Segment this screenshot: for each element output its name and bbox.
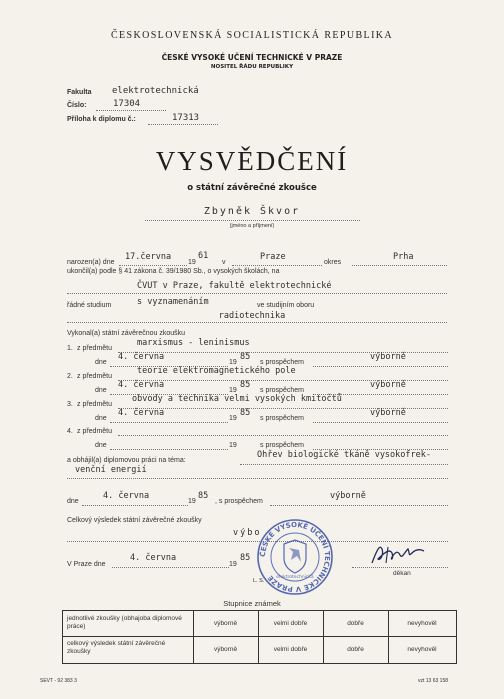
overall-value: výbo xyxy=(233,528,262,538)
exams-intro: Vykonal(a) státní závěrečnou zkoušku xyxy=(67,330,186,337)
number-label: Číslo: xyxy=(67,102,87,109)
exam-2-date: 4. června xyxy=(118,380,165,390)
printer-right: vzt 13 63 158 xyxy=(418,678,449,684)
footer-ls: L. S. xyxy=(253,578,265,584)
document-title: VYSVĚDČENÍ xyxy=(155,146,349,176)
exam-1-grade: výborně xyxy=(370,352,406,362)
study-value: s vyznamenáním xyxy=(137,297,209,307)
exam-2-num: 2. xyxy=(67,373,73,380)
thesis-date: 4. června xyxy=(103,491,150,501)
grade-row-2-g1: výborně xyxy=(213,646,238,653)
exam-3-num: 3. xyxy=(67,401,73,408)
birth-district-label: okres xyxy=(324,259,342,266)
appendix-label: Příloha k diplomu č.: xyxy=(67,116,136,123)
exam-4-result-label: s prospěchem xyxy=(260,442,304,449)
grade-row-2-g4: nevyhověl xyxy=(407,646,437,653)
birth-in-label: v xyxy=(222,259,226,266)
exam-1-result-label: s prospěchem xyxy=(260,359,304,366)
exam-2-grade: výborně xyxy=(370,380,406,390)
footer-year: 85 xyxy=(240,553,251,563)
svg-text:elektrotechnická: elektrotechnická xyxy=(276,575,314,580)
thesis-year-prefix: 19 xyxy=(188,498,196,505)
exam-3-date-label: dne xyxy=(95,415,107,422)
exam-3-subject: obvody a technika velmi vysokých kmitočtů xyxy=(132,394,342,404)
exam-1-date: 4. června xyxy=(118,352,165,362)
exam-2-date-label: dne xyxy=(95,387,107,394)
grade-table xyxy=(62,610,457,664)
printer-left: SEVT - 92 383 3 xyxy=(40,678,77,684)
number-value: 17304 xyxy=(113,99,141,109)
grade-row-1-g3: dobře xyxy=(347,620,364,627)
exam-1-subject-label: z předmětu xyxy=(77,345,113,352)
footer-year-prefix: 19 xyxy=(229,561,237,568)
birth-place: Praze xyxy=(260,252,286,262)
exam-2-subject-label: z předmětu xyxy=(77,373,113,380)
grade-row-2-g3: dobře xyxy=(347,646,364,653)
dean-signature xyxy=(368,543,428,567)
university-seal xyxy=(256,518,334,596)
footer-date: 4. června xyxy=(130,553,177,563)
grade-row-1-g1: výborně xyxy=(213,620,238,627)
exam-2-subject: teorie elektromagnetického pole xyxy=(137,366,296,376)
thesis-year: 85 xyxy=(198,491,209,501)
grade-row-1-g2: velmi dobře xyxy=(273,620,308,627)
exam-1-year-prefix: 19 xyxy=(229,359,237,366)
exam-3-grade: výborně xyxy=(370,408,406,418)
birth-year-prefix: 19 xyxy=(188,259,196,266)
grade-table-title: Stupnice známek xyxy=(223,599,281,608)
header-state: ČESKOSLOVENSKÁ SOCIALISTICKÁ REPUBLIKA xyxy=(110,30,394,41)
overall-label: Celkový výsledek státní závěrečné zkoušky xyxy=(67,517,202,524)
svg-text:ČESKÉ VYSOKÉ UČENÍ TECHNICKÉ V: ČESKÉ VYSOKÉ UČENÍ TECHNICKÉ V PRAZE xyxy=(258,520,332,594)
dean-label: děkan xyxy=(393,570,411,577)
field-value: radiotechnika xyxy=(218,311,286,321)
exam-3-subject-label: z předmětu xyxy=(77,401,113,408)
thesis-label: a obhájil(a) diplomovou práci na téma: xyxy=(67,457,186,464)
thesis-line-2: venční energií xyxy=(75,465,147,475)
exam-4-year-prefix: 19 xyxy=(229,442,237,449)
law-text: ukončil(a) podle § 41 zákona č. 39/1980 Sb., o vysokých školách, na xyxy=(67,268,280,275)
exam-3-result-label: s prospěchem xyxy=(260,415,304,422)
exam-2-result-label: s prospěchem xyxy=(260,387,304,394)
exam-4-date-label: dne xyxy=(95,442,107,449)
study-label: řádné studium xyxy=(67,302,112,309)
faculty-label: Fakulta xyxy=(67,89,92,96)
exam-3-year-prefix: 19 xyxy=(229,415,237,422)
thesis-grade: výborně xyxy=(330,491,366,501)
exam-4-num: 4. xyxy=(67,428,73,435)
exam-3-year: 85 xyxy=(240,408,251,418)
exam-2-year: 85 xyxy=(240,380,251,390)
exam-1-subject: marxismus - leninismus xyxy=(137,338,250,348)
grade-row-1-g4: nevyhověl xyxy=(407,620,437,627)
exam-1-date-label: dne xyxy=(95,359,107,366)
faculty-value: elektrotechnická xyxy=(112,86,199,96)
thesis-result-label: , s prospěchem xyxy=(215,498,263,505)
footer-place-label: V Praze dne xyxy=(67,561,106,568)
exam-4-subject-label: z předmětu xyxy=(77,428,113,435)
thesis-line-1: Ohřev biologické tkáně vysokofrek- xyxy=(257,450,431,460)
grade-row-2-label: celkový výsledek státní závěrečné zkoušky xyxy=(67,640,166,655)
law-school-value: ČVUT v Praze, fakultě elektrotechnické xyxy=(137,281,332,291)
header-school: ČESKÉ VYSOKÉ UČENÍ TECHNICKÉ V PRAZE xyxy=(161,53,343,62)
grade-row-1-label: jednotlivé zkoušky (obhajoba diplomové práce) xyxy=(67,615,182,630)
grade-row-2-g2: velmi dobře xyxy=(273,646,308,653)
exam-1-num: 1. xyxy=(67,345,73,352)
field-label: ve studijním oboru xyxy=(257,302,315,309)
exam-1-year: 85 xyxy=(240,352,251,362)
birth-district: Prha xyxy=(393,252,414,262)
exam-3-date: 4. června xyxy=(118,408,165,418)
birth-year: 61 xyxy=(198,251,209,261)
holder-name: Zbyněk Škvor xyxy=(203,206,301,217)
exam-2-year-prefix: 19 xyxy=(229,387,237,394)
holder-name-caption: (jméno a příjmení) xyxy=(229,223,275,229)
document-subtitle: o státní závěrečné zkoušce xyxy=(187,183,317,193)
appendix-value: 17313 xyxy=(172,113,200,123)
header-order: NOSITEL ŘÁDU REPUBLIKY xyxy=(210,64,294,70)
birth-date: 17.června xyxy=(125,252,172,262)
thesis-date-label: dne xyxy=(67,498,79,505)
birth-label: narozen(a) dne xyxy=(67,259,115,266)
